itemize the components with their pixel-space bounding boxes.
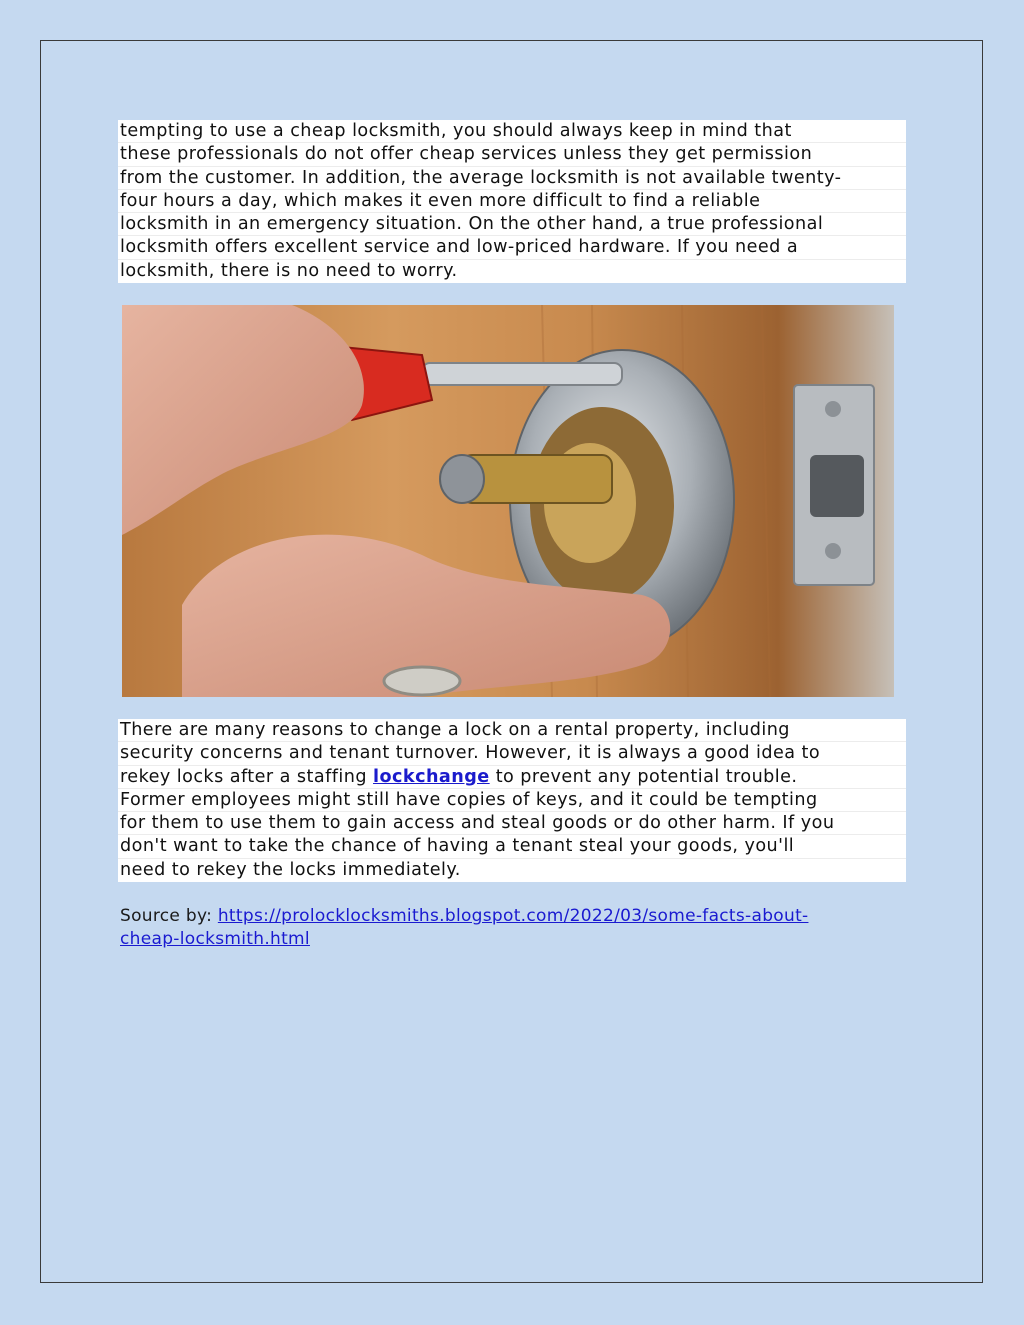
source-citation	[120, 905, 900, 951]
paragraph-line: these professionals do not offer cheap services unless they get permission	[118, 143, 906, 166]
paragraph-line: for them to use them to gain access and steal goods or do other harm. If you	[118, 812, 906, 835]
source-link[interactable]	[120, 906, 808, 949]
paragraph-intro	[118, 120, 906, 283]
paragraph-line: from the customer. In addition, the average locksmith is not available twenty-	[118, 167, 906, 190]
text-after-link: to prevent any potential trouble.	[489, 766, 798, 787]
paragraph-rental	[118, 719, 906, 882]
source-url-line2: cheap-locksmith.html	[120, 929, 310, 949]
paragraph-line: locksmith offers excellent service and low-priced hardware. If you need a	[118, 236, 906, 259]
paragraph-line: tempting to use a cheap locksmith, you should always keep in mind that	[118, 120, 906, 143]
paragraph-line-with-link	[118, 766, 906, 789]
locksmith-photo	[122, 305, 894, 697]
paragraph-line: need to rekey the locks immediately.	[120, 859, 461, 880]
paragraph-line: four hours a day, which makes it even more difficult to find a reliable	[118, 190, 906, 213]
paragraph-line: don't want to take the chance of having a tenant steal your goods, you'll	[118, 835, 906, 858]
lockchange-link[interactable]: lockchange	[373, 766, 490, 787]
paragraph-line: Former employees might still have copies of keys, and it could be tempting	[118, 789, 906, 812]
paragraph-line: There are many reasons to change a lock on a rental property, including	[118, 719, 906, 742]
source-label: Source by:	[120, 906, 218, 926]
text-before-link: rekey locks after a staffing	[120, 766, 374, 787]
paragraph-line: locksmith in an emergency situation. On the other hand, a true professional	[118, 213, 906, 236]
paragraph-line: locksmith, there is no need to worry.	[120, 260, 458, 281]
paragraph-line: security concerns and tenant turnover. However, it is always a good idea to	[118, 742, 906, 765]
source-url-line1: https://prolocklocksmiths.blogspot.com/2022/03/some-facts-about-	[217, 906, 809, 926]
